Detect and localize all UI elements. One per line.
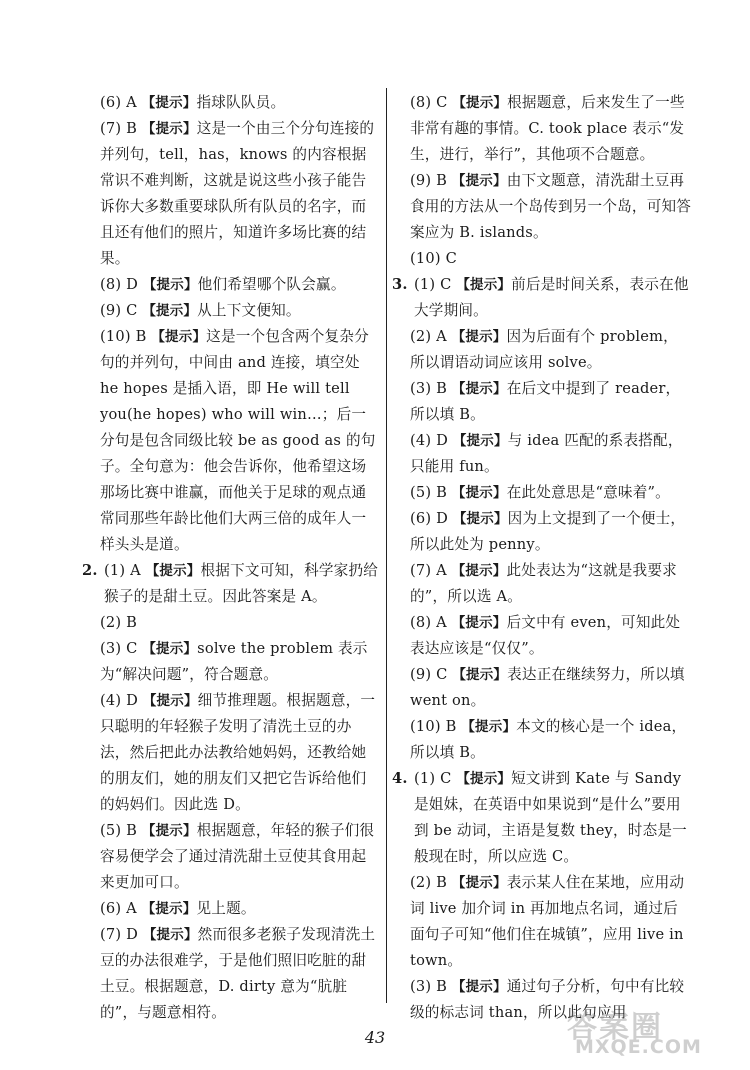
watermark-line-2: MXQE.COM [575, 1036, 702, 1058]
answer-choice: (10) B [410, 718, 462, 735]
right-column [392, 90, 692, 1026]
hint-tag: 【提示】 [141, 95, 197, 111]
answer-choice: (5) B [100, 822, 142, 839]
answer-item [392, 558, 692, 610]
hint-text: 根据下文可知，科学家扔给猴子的是甜土豆。因此答案是 A。 [104, 562, 379, 605]
hint-tag: 【提示】 [451, 563, 507, 579]
answer-choice: (4) D [100, 692, 143, 709]
answer-choice: (10) C [410, 250, 457, 267]
left-column [82, 90, 380, 1026]
hint-text: 短文讲到 Kate 与 Sandy 是姐妹，在英语中如果说到“是什么”要用到 be 动词，主语是复数 they，时态是一般现在时，所以应选 C。 [414, 770, 687, 865]
answer-choice: (1) A [104, 562, 146, 579]
hint-text: 这是一个由三个分句连接的并列句，tell，has，knows 的内容根据常识不难判断，这就是说这些小孩子能告诉你大多数重要球队所有队员的名字，而且还有他们的照片，知道许多场比赛的结果。 [100, 120, 375, 267]
hint-tag: 【提示】 [456, 277, 512, 293]
answer-item [392, 870, 692, 974]
hint-text: 在后文中提到了 reader，所以填 B。 [410, 380, 681, 423]
answer-choice: (10) B [100, 328, 152, 345]
answer-item [392, 610, 692, 662]
answer-choice: (3) B [410, 978, 452, 995]
answer-choice: (7) D [100, 926, 143, 943]
answer-item [82, 324, 380, 558]
hint-text: 根据题意，后来发生了一些非常有趣的事情。C. took place 表示“发生，进行，举行”，其他项不合题意。 [410, 94, 685, 163]
hint-text: 此处表达为“这就是我要求的”，所以选 A。 [410, 562, 677, 605]
hint-tag: 【提示】 [461, 719, 517, 735]
watermark-line-1: 答案圈 [567, 1010, 663, 1045]
answer-choice: (9) C [410, 666, 453, 683]
answer-choice: (1) C [414, 276, 457, 293]
answer-choice: (8) C [410, 94, 453, 111]
hint-tag: 【提示】 [456, 771, 512, 787]
hint-tag: 【提示】 [451, 485, 507, 501]
answer-item [82, 272, 380, 298]
hint-text: 后文中有 even，可知此处表达应该是“仅仅”。 [410, 614, 681, 657]
hint-tag: 【提示】 [151, 329, 207, 345]
answer-item [82, 636, 380, 688]
hint-text: 从上下文便知。 [197, 302, 301, 319]
hint-tag: 【提示】 [142, 927, 198, 943]
answer-item [392, 428, 692, 480]
hint-tag: 【提示】 [145, 563, 201, 579]
answer-item [82, 558, 380, 610]
hint-tag: 【提示】 [451, 615, 507, 631]
hint-text: 通过句子分析，句中有比较级的标志词 than，所以此句应用 [410, 978, 685, 1021]
answer-choice: (6) A [100, 94, 142, 111]
hint-text: 本文的核心是一个 idea，所以填 B。 [410, 718, 687, 761]
answer-choice: (3) B [410, 380, 452, 397]
answer-choice: (7) A [410, 562, 452, 579]
question-number: 4. [392, 770, 408, 787]
answer-choice: (6) A [100, 900, 142, 917]
hint-text: 前后是时间关系，表示在他大学期间。 [414, 276, 689, 319]
answer-item [392, 168, 692, 246]
answer-item [82, 610, 380, 636]
column-divider [386, 88, 387, 1003]
hint-tag: 【提示】 [142, 277, 198, 293]
hint-tag: 【提示】 [451, 875, 507, 891]
hint-tag: 【提示】 [142, 693, 198, 709]
answer-item [392, 662, 692, 714]
answer-choice: (6) D [410, 510, 453, 527]
hint-tag: 【提示】 [142, 303, 198, 319]
hint-text: 因为后面有个 problem，所以谓语动词应该用 solve。 [410, 328, 678, 371]
hint-text: 表达正在继续努力，所以填 went on。 [410, 666, 685, 709]
question-number: 2. [82, 562, 98, 579]
hint-tag: 【提示】 [451, 381, 507, 397]
hint-text: 这是一个包含两个复杂分句的并列句，中间由 and 连接，填空处 he hopes 是插入语，即 He will tell you(he hopes) who will win…；后一分句是包含同级比较 be as good as 的句子。全句意为：他会告诉你，他希望这场那场比赛中谁赢，而他关于足球的观点通常同那些年龄比他们大两三倍的成年人一样头头是道。 [100, 328, 376, 553]
answer-item [82, 116, 380, 272]
answer-item [82, 896, 380, 922]
hint-tag: 【提示】 [142, 641, 198, 657]
answer-choice: (2) B [100, 614, 138, 631]
hint-text: 在此处意思是“意味着”。 [506, 484, 670, 501]
hint-text: 与 idea 匹配的系表搭配，只能用 fun。 [410, 432, 683, 475]
answer-item [392, 324, 692, 376]
answer-choice: (7) B [100, 120, 142, 137]
hint-text: 指球队队员。 [196, 94, 286, 111]
hint-text: 由下文题意，清洗甜土豆再食用的方法从一个岛传到另一个岛，可知答案应为 B. islands。 [410, 172, 692, 241]
watermark-logo [567, 1002, 742, 1062]
answer-item [392, 766, 692, 870]
answer-choice: (8) A [410, 614, 452, 631]
hint-text: 细节推理题。根据题意，一只聪明的年轻猴子发明了清洗土豆的办法，然后把此办法教给她妈妈，还教给她的朋友们，她的朋友们又把它告诉给他们的妈妈们。因此选 D。 [100, 692, 376, 813]
answer-item [392, 272, 692, 324]
hint-tag: 【提示】 [451, 979, 507, 995]
answer-item [392, 480, 692, 506]
hint-tag: 【提示】 [141, 823, 197, 839]
page-number: 43 [364, 1028, 386, 1047]
hint-text: 表示某人住在某地，应用动词 live 加介词 in 再加地点名词，通过后面句子可知“他们住在城镇”，应用 live in town。 [410, 874, 685, 969]
answer-item [392, 376, 692, 428]
hint-tag: 【提示】 [451, 173, 507, 189]
hint-text: 根据题意，年轻的猴子们很容易便学会了通过清洗甜土豆使其食用起来更加可口。 [100, 822, 375, 891]
answer-choice: (3) C [100, 640, 143, 657]
answer-item [392, 246, 692, 272]
hint-text: 然而很多老猴子发现清洗土豆的办法很难学，于是他们照旧吃脏的甜土豆。根据题意，D. dirty 意为“肮脏的”，与题意相符。 [100, 926, 376, 1021]
answer-item [392, 714, 692, 766]
answer-item [82, 298, 380, 324]
hint-text: 见上题。 [196, 900, 256, 917]
answer-choice: (5) B [410, 484, 452, 501]
hint-tag: 【提示】 [451, 329, 507, 345]
hint-text: solve the problem 表示为“解决问题”，符合题意。 [100, 640, 368, 683]
hint-tag: 【提示】 [452, 433, 508, 449]
answer-item [392, 90, 692, 168]
hint-text: 他们希望哪个队会赢。 [197, 276, 346, 293]
hint-tag: 【提示】 [452, 511, 508, 527]
answer-choice: (2) A [410, 328, 452, 345]
answer-item [82, 818, 380, 896]
question-number: 3. [392, 276, 408, 293]
answer-choice: (8) D [100, 276, 143, 293]
hint-tag: 【提示】 [452, 95, 508, 111]
answer-item [82, 90, 380, 116]
hint-tag: 【提示】 [141, 121, 197, 137]
answer-item [82, 688, 380, 818]
answer-choice: (9) C [100, 302, 143, 319]
answer-item [392, 506, 692, 558]
answer-choice: (2) B [410, 874, 452, 891]
answer-choice: (1) C [414, 770, 457, 787]
answer-choice: (9) B [410, 172, 452, 189]
answer-item [82, 922, 380, 1026]
hint-tag: 【提示】 [141, 901, 197, 917]
hint-text: 因为上文提到了一个便士，所以此处为 penny。 [410, 510, 686, 553]
answer-choice: (4) D [410, 432, 453, 449]
hint-tag: 【提示】 [452, 667, 508, 683]
